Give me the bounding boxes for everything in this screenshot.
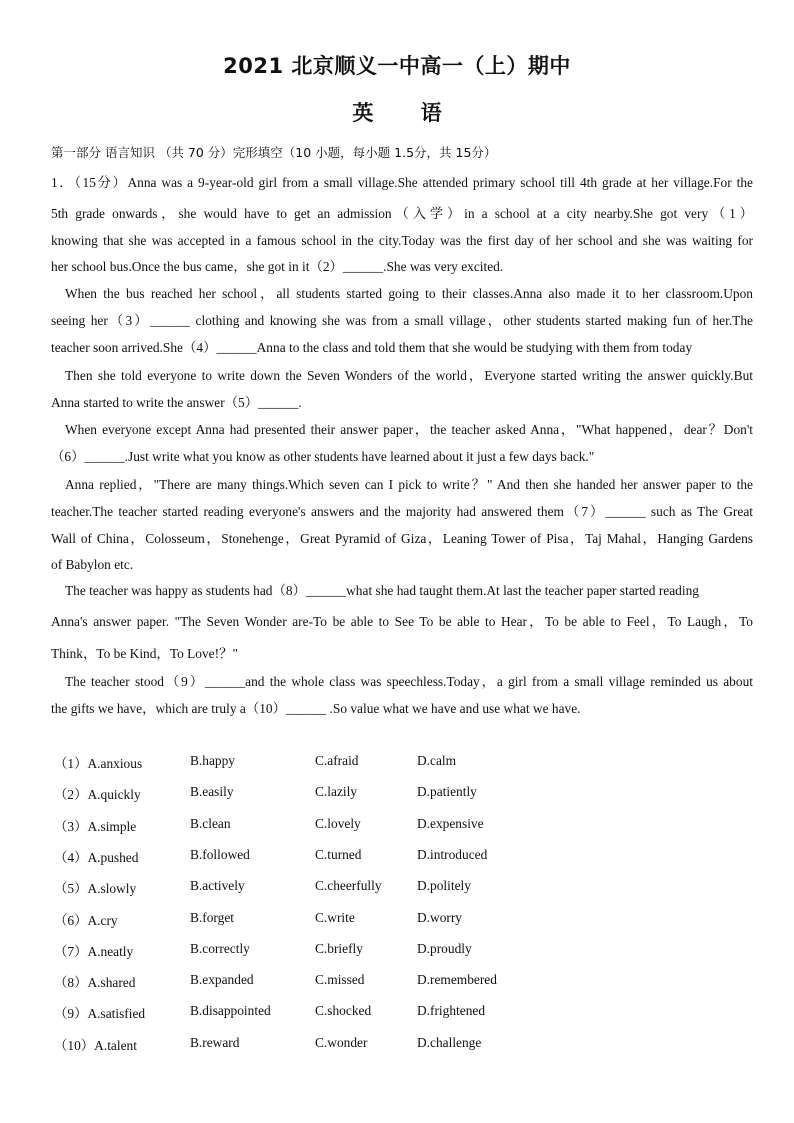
- passage-line: of Babylon etc.: [51, 557, 134, 572]
- passage-line: Think，To be Kind，To Love!？": [51, 646, 238, 661]
- option-10-c: C.wonder: [315, 1034, 368, 1050]
- option-8-d: D.remembered: [417, 972, 497, 988]
- option-4-d: D.introduced: [417, 846, 488, 862]
- option-1-a: （1）A.anxious: [54, 756, 143, 771]
- option-10-a: （10）A.talent: [54, 1037, 137, 1053]
- option-6-d: D.worry: [417, 909, 462, 925]
- option-2-b: B.easily: [190, 784, 234, 800]
- option-6-b: B.forget: [190, 909, 235, 925]
- option-1-d: D.calm: [417, 753, 457, 768]
- passage-line: Anna replied，"There are many things.Which seven can I pick to write？" And then she handed her answer paper to the: [65, 477, 753, 492]
- option-2-a: （2）A.quickly: [54, 787, 141, 803]
- option-5-c: C.cheerfully: [315, 878, 382, 894]
- option-8-b: B.expanded: [190, 972, 254, 988]
- passage-line: When the bus reached her school，all students started going to their classes.Anna also made it to her classroom.Upon: [65, 286, 753, 301]
- option-4-b: B.followed: [190, 846, 250, 862]
- passage-line: her school bus.Once the bus came，she got in it（2）______.She was very excited.: [51, 259, 504, 274]
- passage-line: Wall of China，Colosseum，Stonehenge，Great Pyramid of Giza，Leaning Tower of Pisa，Taj Mahal，Hanging Gardens: [51, 531, 753, 546]
- subject-title: 英 语: [352, 101, 442, 125]
- option-2-c: C.lazily: [315, 784, 358, 800]
- passage-line: seeing her（3）______ clothing and knowing she was from a small village，other students started making fun of her.The: [51, 313, 753, 328]
- option-1-c: C.afraid: [315, 753, 359, 768]
- option-4-c: C.turned: [315, 846, 362, 862]
- option-9-a: （9）A.satisfied: [54, 1006, 146, 1022]
- passage-line: Then she told everyone to write down the Seven Wonders of the world，Everyone started writing the answer quickly.But: [65, 368, 753, 383]
- option-5-d: D.politely: [417, 878, 471, 894]
- option-3-a: （3）A.simple: [54, 818, 137, 834]
- option-3-c: C.lovely: [315, 815, 361, 831]
- passage-line: 5th grade onwards，she would have to get an admission（入学）in a school at a city nearby.She got very（1）: [51, 206, 753, 221]
- option-6-c: C.write: [315, 909, 355, 925]
- passage-line: teacher.The teacher started reading everyone's answers and the majority had answered them（7）______ such as The Great: [51, 504, 753, 519]
- option-7-b: B.correctly: [190, 940, 250, 956]
- passage-line: The teacher was happy as students had（8）______what she had taught them.At last the teacher paper started reading: [65, 583, 699, 598]
- option-4-a: （4）A.pushed: [54, 849, 139, 865]
- option-5-b: B.actively: [190, 878, 245, 894]
- option-2-d: D.patiently: [417, 784, 477, 800]
- option-9-b: B.disappointed: [190, 1003, 271, 1019]
- passage-line: The teacher stood（9）______and the whole class was speechless.Today，a girl from a small village reminded us about: [65, 674, 753, 689]
- exam-title: 2021 北京顺义一中高一（上）期中: [223, 54, 571, 78]
- option-7-d: D.proudly: [417, 940, 472, 956]
- option-8-c: C.missed: [315, 972, 365, 988]
- passage-line: 1．（15分）Anna was a 9-year-old girl from a small village.She attended primary school till 4th grade at her village.For the: [51, 175, 753, 190]
- passage-line: （6）______.Just write what you know as other students have learned about it just a few days back.": [51, 449, 595, 464]
- option-9-d: D.frightened: [417, 1003, 486, 1019]
- passage-line: teacher soon arrived.She（4）______Anna to the class and told them that she would be studying with them from today: [51, 340, 693, 355]
- section-heading: 第一部分 语言知识 （共 70 分）完形填空（10 小题，每小题 1.5分，共 15分）: [51, 145, 497, 160]
- passage-line: When everyone except Anna had presented their answer paper，the teacher asked Anna，"What happened，dear？Don't: [65, 422, 753, 437]
- option-10-b: B.reward: [190, 1034, 240, 1050]
- option-8-a: （8）A.shared: [54, 975, 136, 991]
- passage-line: Anna started to write the answer（5）______.: [51, 395, 302, 410]
- passage-line: the gifts we have，which are truly a（10）______ .So value what we have and use what we have.: [51, 701, 581, 716]
- option-6-a: （6）A.cry: [54, 912, 118, 928]
- option-3-d: D.expensive: [417, 815, 484, 831]
- option-1-b: B.happy: [190, 753, 236, 768]
- option-10-d: D.challenge: [417, 1034, 482, 1050]
- passage-line: knowing that she was accepted in a famous school in the city.Today was the first day of her school and she was waiting for: [51, 233, 753, 248]
- option-5-a: （5）A.slowly: [54, 881, 137, 897]
- option-9-c: C.shocked: [315, 1003, 372, 1019]
- option-3-b: B.clean: [190, 815, 231, 831]
- passage-line: Anna's answer paper. "The Seven Wonder are-To be able to See To be able to Hear，To be able to Feel，To Laugh，To: [51, 614, 753, 629]
- option-7-a: （7）A.neatly: [54, 943, 134, 959]
- option-7-c: C.briefly: [315, 940, 363, 956]
